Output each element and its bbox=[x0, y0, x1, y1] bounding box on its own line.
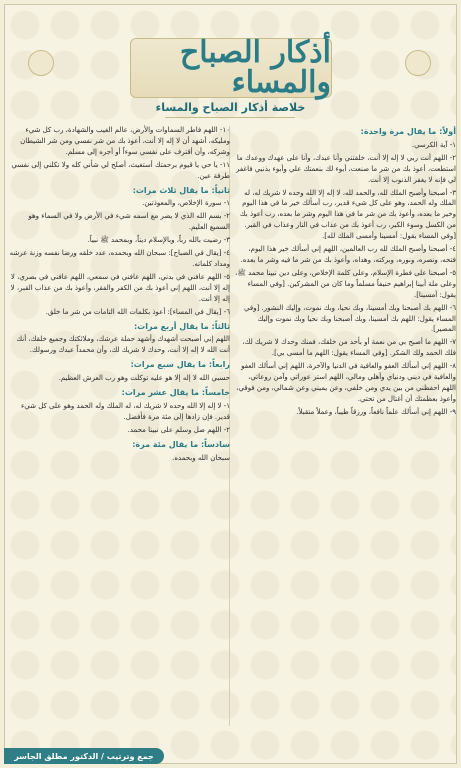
dhikr-item: سبحان الله وبحمده. bbox=[172, 453, 230, 462]
page-subtitle: خلاصة أذكار الصباح والمساء bbox=[155, 101, 306, 114]
ornament-top-right bbox=[405, 50, 431, 76]
dhikr-item: ٥- أصبحنا على فطرة الإسلام، وعلى كلمة الإخلاص، وعلى دين نبينا محمد ﷺ، وعلى ملة أبينا إبراهيم حنيفاً مسلماً وما كان من المشركين. [وفي المساء يقول: أمسينا]. bbox=[235, 268, 456, 299]
ornament-top-left bbox=[28, 50, 54, 76]
dhikr-item: ١- آية الكرسي. bbox=[411, 140, 456, 149]
dhikr-item: اللهم إني أصبحت أشهدك وأشهد حملة عرشك، وملائكتك وجميع خلقك، أنك أنت الله لا إله إلا أنت، وحدك لا شريك لك، وأن محمداً عبدك ورسولك. bbox=[16, 335, 230, 355]
dhikr-item: ٦- [يقال في المساء]: أعوذ بكلمات الله التامات من شر ما خلق. bbox=[45, 307, 230, 316]
right-column bbox=[234, 125, 456, 420]
dhikr-item: حسبي الله لا إله إلا هو عليه توكلت وهو رب العرش العظيم. bbox=[58, 374, 230, 383]
subtitle-divider bbox=[165, 117, 295, 118]
section-heading: أولاً: ما يقال مرة واحدة: bbox=[360, 127, 456, 136]
dhikr-item: ٩- اللهم إني أسألك علماً نافعاً، ورزقاً طيباً، وعملاً متقبلاً. bbox=[296, 407, 456, 416]
section-heading: ثالثاً: ما يقال أربع مرات: bbox=[133, 321, 230, 331]
dhikr-item: ٢- اللهم أنت ربي لا إله إلا أنت، خلقتني وأنا عبدك، وأنا على عهدك ووعدك ما استطعت، أعوذ بك من شر ما صنعت، أبوء لك بنعمتك علي وأبوء بذنبي فاغفر لي فإنه لا يغفر الذنوب إلا أنت. bbox=[236, 153, 456, 184]
dhikr-item: ١٠- اللهم فاطر السماوات والأرض، عالم الغيب والشهادة، رب كل شيء ومليكه، أشهد أن لا إله إلا أنت، أعوذ بك من شر نفسي ومن شر الشيطان وشركه، وأن أقترف على نفسي سوءاً أو أجره إلى مسلم. bbox=[20, 126, 230, 156]
dhikr-item: ٣- أصبحنا وأصبح الملك لله، والحمد لله، لا إله إلا الله وحده لا شريك له، له الملك وله الحمد، وهو على كل شيء قدير، رب أسألك خير ما في هذا اليوم وخير ما بعده، وأعوذ بك من شر ما في هذا اليوم وشر ما بعده، رب أعوذ بك من الكسل وسوء الكبر، رب أعوذ بك من عذاب في النار وعذاب في القبر. [وفي المساء يقول: أمسينا وأمسى الملك لله]. bbox=[239, 188, 456, 241]
dhikr-item: ٤- أصبحنا وأصبح الملك لله رب العالمين، اللهم إني أسألك خير هذا اليوم، فتحه، ونصره، ونوره، وبركته، وهداه، وأعوذ بك من شر ما فيه وشر ما بعده. bbox=[240, 245, 456, 264]
dhikr-item: ٥- اللهم عافني في بدني، اللهم عافني في سمعي، اللهم عافني في بصري، لا إله إلا أنت، اللهم إني أعوذ بك من الكفر والفقر، وأعوذ بك من عذاب القبر، لا إله إلا أنت. bbox=[10, 272, 230, 303]
left-column bbox=[8, 125, 230, 465]
section-heading: سادساً: ما يقال مئة مرة: bbox=[132, 439, 230, 449]
dhikr-item: ٤- [يقال في الصباح]: سبحان الله وبحمده، عدد خلقه ورضا نفسه وزنة عرشه ومداد كلماته. bbox=[9, 249, 230, 268]
dhikr-item: ٦- اللهم بك أصبحنا وبك أمسينا، وبك نحيا، وبك نموت، وإليك النشور. [وفي المساء يقول: اللهم بك أمسينا، وبك أصبحنا وبك نحيا وبك نموت وإليك المصير]. bbox=[244, 303, 456, 334]
dhikr-item: ١- لا إله إلا الله وحده لا شريك له، له الملك وله الحمد وهو على كل شيء قدير. فإن زادها إلى مئة مرة فأفضل. bbox=[20, 401, 230, 421]
section-heading: رابعاً: ما يقال سبع مرات: bbox=[130, 360, 230, 370]
dhikr-item: ٢- بسم الله الذي لا يضر مع اسمه شيء في الأرض ولا في السماء وهو السميع العليم. bbox=[28, 212, 230, 232]
dhikr-item: ١- سورة الإخلاص، والمعوذتين. bbox=[142, 199, 230, 208]
footer-credit: جمع وترتيب / الدكتور مطلق الجاسر bbox=[4, 748, 164, 764]
page-title: أذكار الصباح والمساء bbox=[179, 35, 331, 100]
dhikr-item: ٨- اللهم إني أسألك العفو والعافية في الدنيا والآخرة، اللهم إني أسألك العفو والعافية في ديني ودنياي وأهلي ومالي، اللهم استر عوراتي وآمن روعاتي، اللهم احفظني من بين يدي ومن خلفي، وعن يميني وعن شمالي، ومن فوقي، وأعوذ بعظمتك أن أغتال من تحتي. bbox=[236, 362, 456, 403]
dhikr-item: ٧- اللهم ما أصبح بي من نعمة أو بأحد من خلقك، فمنك وحدك لا شريك لك، فلك الحمد ولك الشكر. [وفي المساء يقول: اللهم ما أمسى بي]. bbox=[242, 338, 456, 358]
dhikr-item: ٣- رضيت بالله رباً، وبالإسلام ديناً، وبمحمد ﷺ نبياً. bbox=[87, 236, 230, 245]
section-heading: ثانياً: ما يقال ثلاث مرات: bbox=[132, 185, 230, 195]
dhikr-item: ١١- يا حي يا قيوم برحمتك أستغيث، أصلح لي شأني كله ولا تكلني إلى نفسي طرفة عين. bbox=[11, 160, 230, 180]
title-banner bbox=[130, 35, 332, 100]
section-heading: خامساً: ما يقال عشر مرات: bbox=[121, 388, 230, 398]
dhikr-item: ٢- اللهم صل وسلم على نبينا محمد. bbox=[127, 425, 230, 434]
